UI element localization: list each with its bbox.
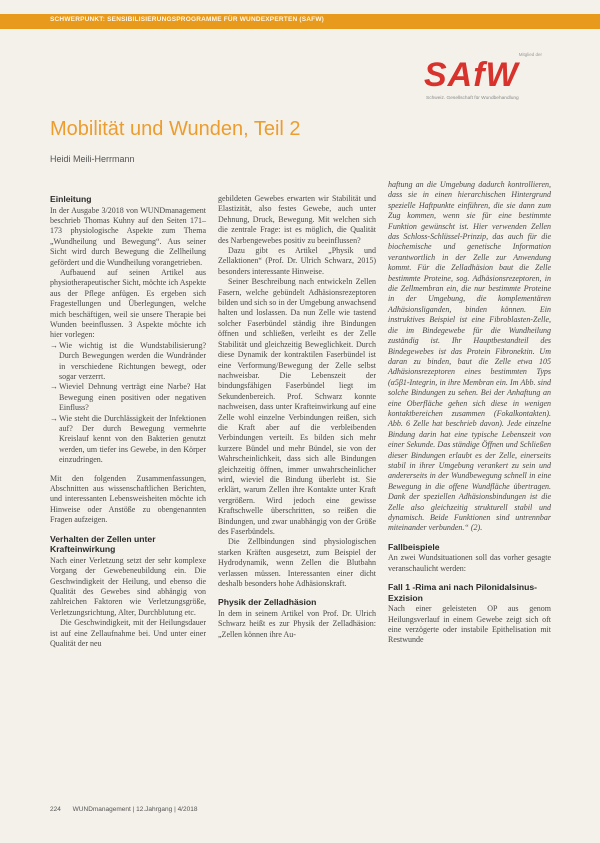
logo-small-text: Mitglied der	[518, 52, 542, 57]
text-column-2	[218, 194, 376, 640]
paragraph: Aufbauend auf seinen Artikel aus physiotherapeutischer Sicht, möchte ich Aspekte aus der Pflege anfügen. Es ergeben sich Fragestellungen und Überlegungen, welche mich beschäftigen, weil sie unsere Therapie bei Wunden beeinflussen. 3 Aspekte möchte ich hier vorlegen:	[50, 267, 206, 340]
article-author: Heidi Meili-Herrmann	[50, 154, 135, 164]
paragraph: Dazu gibt es Artikel „Physik und Zellaktionen“ (Prof. Dr. Ulrich Schwarz, 2015) besonders interessante Hinweise.	[218, 246, 376, 276]
arrow-bullet-icon: →	[50, 413, 58, 423]
safw-logo	[424, 52, 546, 108]
paragraph: Die Zellbindungen sind physiologischen starken Kräften ausgesetzt, zum Beispiel der Hydrodynamik, wenn Zellen die Blutbahn verlassen müssen. Interessanten einer dicht deshalb besonders hohe Adhäsionskraft.	[218, 537, 376, 589]
paragraph: In der Ausgabe 3/2018 von WUNDmanagement beschrieb Thomas Kuhny auf den Seiten 171–173 physiologische Aspekte zum Thema „Wundheilung und Bewegung“. Aus seiner Sicht wird durch Bewegung die Zellheilung gefördert und die Wundheilung vorangetrieben.	[50, 205, 206, 267]
list-item-text: Wie steht die Durchlässigkeit der Infektionen auf? Der durch Bewegung vermehrte Kreislauf kennt von den Bakterien genutzt werden, um tiefer ins Gewebe, in den Körper einzudringen.	[59, 413, 206, 465]
text-column-3	[388, 180, 551, 646]
page-number: 224	[50, 806, 61, 813]
heading-einleitung: Einleitung	[50, 194, 92, 204]
page-footer	[50, 806, 197, 813]
journal-info: WUNDmanagement | 12.Jahrgang | 4/2018	[72, 806, 198, 813]
paragraph: Nach einer geleisteten OP aus genom Heilungsverlauf in einem Gewebe zeigt sich oft eine verzögerte oder instabile Epithelisation mit Restwunde	[388, 604, 551, 645]
arrow-bullet-icon: →	[50, 382, 58, 392]
header-banner-text: SCHWERPUNKT: SENSIBILISIERUNGSPROGRAMME FÜR WUNDEXPERTEN (SAFW)	[50, 16, 325, 23]
list-item-text: Wieviel Dehnung verträgt eine Narbe? Hat Bewegung einen positiven oder negativen Einfluss?	[59, 382, 206, 413]
text-column-1	[50, 194, 206, 649]
paragraph: Mit den folgenden Zusammenfassungen, Abschnitten aus wissenschaftlichen Berichten, und interessanten Lebensweisheiten möchte ich Hinweise oder Anstöße zu obengenannten Fragen aufzeigen.	[50, 473, 206, 525]
list-item-text: Wie wichtig ist die Wundstabilisierung? Durch Bewegungen werden die Wundränder in verschiedene Richtungen bewegt, oder sogar verzerrt.	[59, 340, 206, 381]
paragraph: haftung an die Umgebung dadurch kontrollieren, dass sie in einen hierarchischen Hintergrund spezielle Haftpunkte einführen, die sie dann zum Zug kommen, wenn sie für eine bestimmte Funktion gewünscht ist. Hier verwenden Zellen das Schloss-Schlüssel-Prinzip, das auch für die biochemische und genetische Information verantwortlich in der Zelle zur Anwendung kommt. Für die Zelladhäsion baut die Zelle bestimmte Proteine, sog. Adhäsionsrezeptoren, in die Zellmembran ein, die nur bestimmte Proteine in der Umgebung, die komplementären Adhäsionsliganden, binden können. Ein instruktives Beispiel ist eine Fibroblasten-Zelle, die im Bindegewebe für die Wundheilung zuständig ist. Ihr Hauptbestandteil des Bindegewebes ist das Protein Fibronektin. Um daran zu binden, baut die Zelle etwa 105 Adhäsionsrezeptoren eines bestimmten Typs (α5β1-Integrin, in ihre Membran ein. Im Abb. sind solche Bindungen zu sehen. Bei der Anhaftung an eine Oberfläche gehen sich diese in wenigen kontaktbereichen zusammen (Fokalkontakten). Abb. 6 Zelle hat beschrieb davon). Jede einzelne Bindung darin hat eine typische Lebenszeit von einer Sekunde. Das ständige Öffnen und Schließen dieser Bindungen erlaubt es der Zelle, einerseits stabil in ihrer Umgebung verankert zu sein und andererseits in der Wundbewegung schnell in eine Bewegung in die offene Wundfläche übertragen. Dank der speziellen Adhäsionsbindungen ist die Zelle also gleichzeitig strukturell stabil und dynamisch. Beide Funktionen sind untrennbar miteinander verbunden.“ (2).	[388, 180, 551, 533]
quote-block	[388, 180, 551, 534]
heading-verhalten: Verhalten der Zellen unter Krafteinwirkung	[50, 533, 156, 555]
list-item	[50, 414, 206, 466]
list-item	[50, 382, 206, 413]
paragraph: Seiner Beschreibung nach entwickeln Zellen Fasern, welche gebündelt Adhäsionsrezeptoren bilden und sich so in der Umgebung anwachsend halten und loslassen. Da nun Zelle wie tastend solcher Faserbündel ständig ihre Bindungen öffnen und schließen, verleiht es der Zelle Stabilität und gleichzeitig Beweglichkeit. Durch diese Dynamik der kontraktilen Faserbündel ist eine Verformung/Bewegung der Zelle selbst nachweisbar. Die Lebenszeit der bindungsfähigen Faserbündel liegt im Sekundenbereich. Prof. Schwarz konnte nachweisen, dass unter Krafteinwirkung auf eine Zelle wohl einzelne Verbindungen reißen, sich die Kraft aber auf die verbleibenden Verbindungen verteilt. Es bilden sich mehr kurzere Bündel und mehr Bündel, sie von der Wahrscheinlichkeit, dass sich alle Bindungen gleichzeitig öffnen, immer unwahrscheinlicher wird, wieviel die Bindung überlebt ist. Sie erklärt, warum Zellen ihre Kontakte unter Kraft vergrößern. Wird jedoch eine gewisse Kraftschwelle überschritten, so reißen die Bindungen, und zwar unabhängig von der Größe des Faserbündels.	[218, 277, 376, 536]
heading-physik: Physik der Zelladhäsion	[218, 597, 317, 608]
paragraph: Nach einer Verletzung setzt der sehr komplexe Vorgang der Gewebeneubildung ein. Die Geschwindigkeit der Heilung, und ebenso die Qualität des Gewebes sind abhängig von zahlreichen Faktoren wie Verletzungsgröße, Verletzungsrichtung, Alter, Durchblutung etc.	[50, 555, 206, 617]
article-title: Mobilität und Wunden, Teil 2	[50, 118, 301, 140]
question-list	[50, 341, 206, 466]
paragraph: An zwei Wundsituationen soll das vorher gesagte veranschaulicht werden:	[388, 553, 551, 573]
paragraph: gebildeten Gewebes erwarten wir Stabilität und Elastizität, also festes Gewebe, auch unter Dehnung, Druck, Bewegung. Mit welchen sich die zentrale Frage: ist es möglich, die Qualität des Narbengewebes positiv zu beeinflussen?	[218, 194, 376, 245]
paragraph: In dem in seinem Artikel von Prof. Dr. Ulrich Schwarz heißt es zur Physik der Zelladhäsion: „Zellen können ihre Au-	[218, 608, 376, 639]
heading-fallbeispiele: Fallbeispiele	[388, 541, 440, 552]
list-item	[50, 341, 206, 383]
heading-fall-1: Fall 1 -Rima ani nach Pilonidalsinus-Exzision	[388, 582, 537, 603]
logo-subtitle: Schweiz. Gesellschaft für Wundbehandlung	[426, 96, 519, 101]
paragraph: Die Geschwindigkeit, mit der Heilungsdauer ist auf eine Zellaufnahme bei. Und unter einer Qualität der neu	[50, 618, 206, 648]
arrow-bullet-icon: →	[50, 340, 58, 350]
logo-wordmark: SAfW	[424, 56, 519, 94]
